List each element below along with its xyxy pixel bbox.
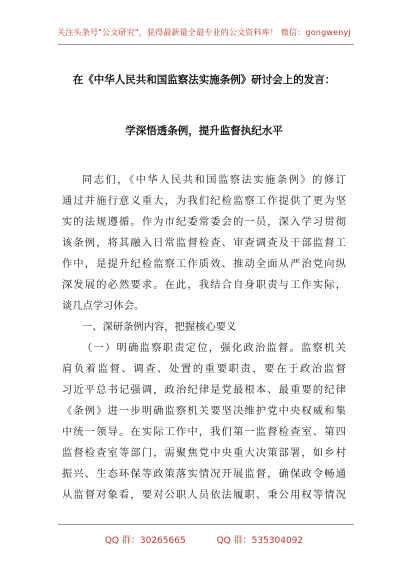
document-title: 在《中华人民共和国监察法实施条例》研讨会上的发言：	[72, 74, 336, 86]
body-line: 该条例，将其融入日常监督检查、审查调查及干部监督工	[62, 238, 346, 249]
body-line: 习近平总书记强调，政治纪律是党最根本、最重要的纪律	[62, 385, 346, 396]
body-line: 中统一领导。在实际工作中，我们第一监督检查室、第四	[62, 427, 346, 438]
document-subtitle: 学深悟透条例，提升监督执纪水平	[125, 125, 283, 137]
header-promo-note: 关注头条号"公文研究"，获得最新最全最专业的公文资料库！ 微信：gongwenyj	[57, 28, 351, 37]
body-line: 作中，是提升纪检监察工作质效、推动全面从严治党向纵	[62, 259, 346, 270]
footer-contact	[0, 533, 408, 546]
body-line: 实的法规遵循。作为市纪委常委会的一员，深入学习贯彻	[62, 217, 346, 228]
section-heading: 一、深研条例内容，把握核心要义	[82, 322, 237, 333]
body-line: 《条例》进一步明确监察机关要坚决维护党中央权威和集	[62, 406, 346, 417]
body-line: 谈几点学习体会。	[62, 301, 145, 312]
footer-qq-group-2: QQ 群：535304092	[216, 536, 304, 546]
footer-divider	[58, 524, 354, 525]
body-line: 监督检查室等部门，需聚焦党中央重大决策部署，如乡村	[62, 448, 346, 459]
header-divider	[58, 44, 354, 45]
body-line: 同志们，《中华人民共和国监察法实施条例》的修订	[82, 175, 346, 186]
subsection-line: （一）明确监察职责定位，强化政治监督。监察机关	[82, 343, 346, 354]
body-line: 深发展的必然要求。在此，我结合自身职责与工作实际，	[62, 280, 346, 291]
body-line: 通过并施行意义重大，为我们纪检监察工作提供了更为坚	[62, 196, 346, 207]
body-line: 从监督对象看，要对公职人员依法履职、秉公用权等情况	[62, 490, 346, 501]
body-line: 肩负着监督、调查、处置的重要职责，要在于政治监督	[62, 364, 346, 375]
footer-qq-group-1: QQ 群：30265665	[104, 536, 186, 546]
body-line: 振兴、生态环保等政策落实情况开展监督，确保政令畅通	[62, 469, 346, 480]
